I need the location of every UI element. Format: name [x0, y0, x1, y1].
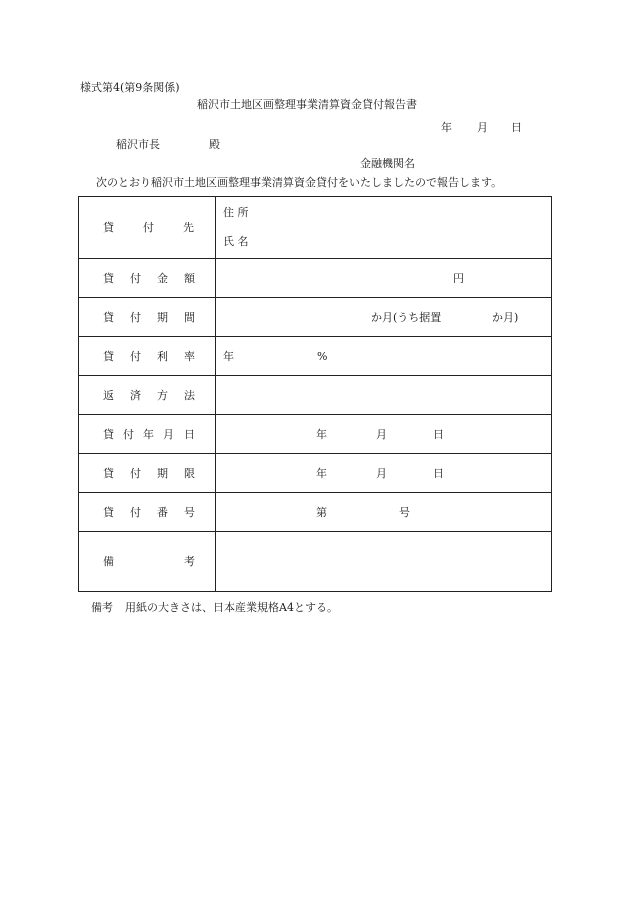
label-char: 日	[184, 427, 195, 441]
period-value-cell[interactable]	[216, 298, 551, 337]
label-char: 号	[184, 505, 195, 519]
deadline-month-label: 月	[376, 466, 387, 480]
row-deadline	[79, 453, 551, 493]
remarks-value-cell[interactable]	[216, 532, 551, 592]
label-char: 先	[183, 220, 194, 234]
loan-date-label-cell	[79, 415, 216, 454]
label-char: 貸	[103, 505, 114, 519]
date-day-label: 日	[511, 121, 522, 134]
label-char: 貸	[103, 310, 114, 324]
number-prefix: 第	[316, 505, 327, 519]
date-year-label: 年	[441, 121, 452, 134]
addressee: 稲沢市長	[116, 138, 160, 151]
number-suffix: 号	[399, 505, 410, 519]
label-char: 期	[157, 466, 168, 480]
row-number	[79, 492, 551, 532]
label-char: 付	[130, 505, 141, 519]
label-char: 貸	[103, 271, 114, 285]
loan-date-value-cell[interactable]	[216, 415, 551, 454]
amount-label-cell	[79, 259, 216, 298]
label-char: 付	[123, 427, 134, 441]
deadline-value-cell[interactable]	[216, 454, 551, 493]
label-char: 付	[130, 271, 141, 285]
loan-date-month-label: 月	[376, 427, 387, 441]
label-char: 期	[157, 310, 168, 324]
label-char: 月	[163, 427, 174, 441]
label-char: 貸	[103, 427, 114, 441]
label-char: 貸	[103, 466, 114, 480]
percent-label: %	[317, 349, 328, 363]
name-label: 氏 名	[223, 235, 249, 248]
rate-label-cell	[79, 337, 216, 376]
label-char: 備	[103, 555, 114, 568]
intro-text: 次のとおり稲沢市土地区画整理事業清算資金貸付をいたしましたので報告します。	[96, 176, 503, 189]
row-rate	[79, 336, 551, 376]
amount-value-cell[interactable]	[216, 259, 551, 298]
loan-date-year-label: 年	[316, 427, 327, 441]
footnote-label: 備考	[91, 601, 113, 614]
label-char: 法	[184, 388, 195, 402]
number-label-cell	[79, 493, 216, 532]
deadline-year-label: 年	[316, 466, 327, 480]
yen-unit: 円	[453, 271, 464, 285]
label-char: 付	[130, 349, 141, 363]
row-repayment	[79, 375, 551, 415]
period-label-cell	[79, 298, 216, 337]
label-char: 金	[157, 271, 168, 285]
label-char: 限	[184, 466, 195, 480]
label-char: 貸	[103, 220, 114, 234]
report-table	[78, 196, 552, 592]
label-char: 貸	[103, 349, 114, 363]
label-char: 額	[184, 271, 195, 285]
months-label: か月(うち据置	[371, 310, 442, 324]
form-number: 様式第4(第9条関係)	[80, 81, 180, 94]
label-char: 間	[184, 310, 195, 324]
row-period	[79, 297, 551, 337]
honorific: 殿	[209, 138, 220, 151]
row-amount	[79, 258, 551, 298]
rate-year-label: 年	[223, 349, 234, 363]
label-char: 付	[130, 466, 141, 480]
document-title: 稲沢市土地区画整理事業清算資金貸付報告書	[197, 98, 417, 111]
label-char: 方	[157, 388, 168, 402]
date-month-label: 月	[477, 121, 488, 134]
borrower-value-cell[interactable]	[216, 197, 551, 258]
label-char: 考	[184, 555, 195, 568]
label-char: 付	[130, 310, 141, 324]
number-value-cell[interactable]	[216, 493, 551, 532]
loan-date-day-label: 日	[433, 427, 444, 441]
label-char: 利	[157, 349, 168, 363]
repayment-value-cell[interactable]	[216, 376, 551, 415]
footnote-text: 用紙の大きさは、日本産業規格A4とする。	[125, 601, 338, 614]
deadline-label-cell	[79, 454, 216, 493]
deadline-day-label: 日	[433, 466, 444, 480]
label-char: 年	[143, 427, 154, 441]
remarks-label-cell	[79, 532, 216, 592]
row-borrower	[79, 197, 551, 258]
months-end-label: か月)	[492, 310, 519, 324]
row-loan-date	[79, 414, 551, 454]
institution-label: 金融機関名	[360, 157, 415, 170]
address-label: 住 所	[223, 206, 249, 219]
label-char: 済	[130, 388, 141, 402]
rate-value-cell[interactable]	[216, 337, 551, 376]
row-remarks	[79, 531, 551, 592]
label-char: 番	[157, 505, 168, 519]
label-char: 率	[184, 349, 195, 363]
label-char: 付	[143, 220, 154, 234]
label-char: 返	[103, 388, 114, 402]
borrower-label-cell	[79, 197, 216, 258]
repayment-label-cell	[79, 376, 216, 415]
